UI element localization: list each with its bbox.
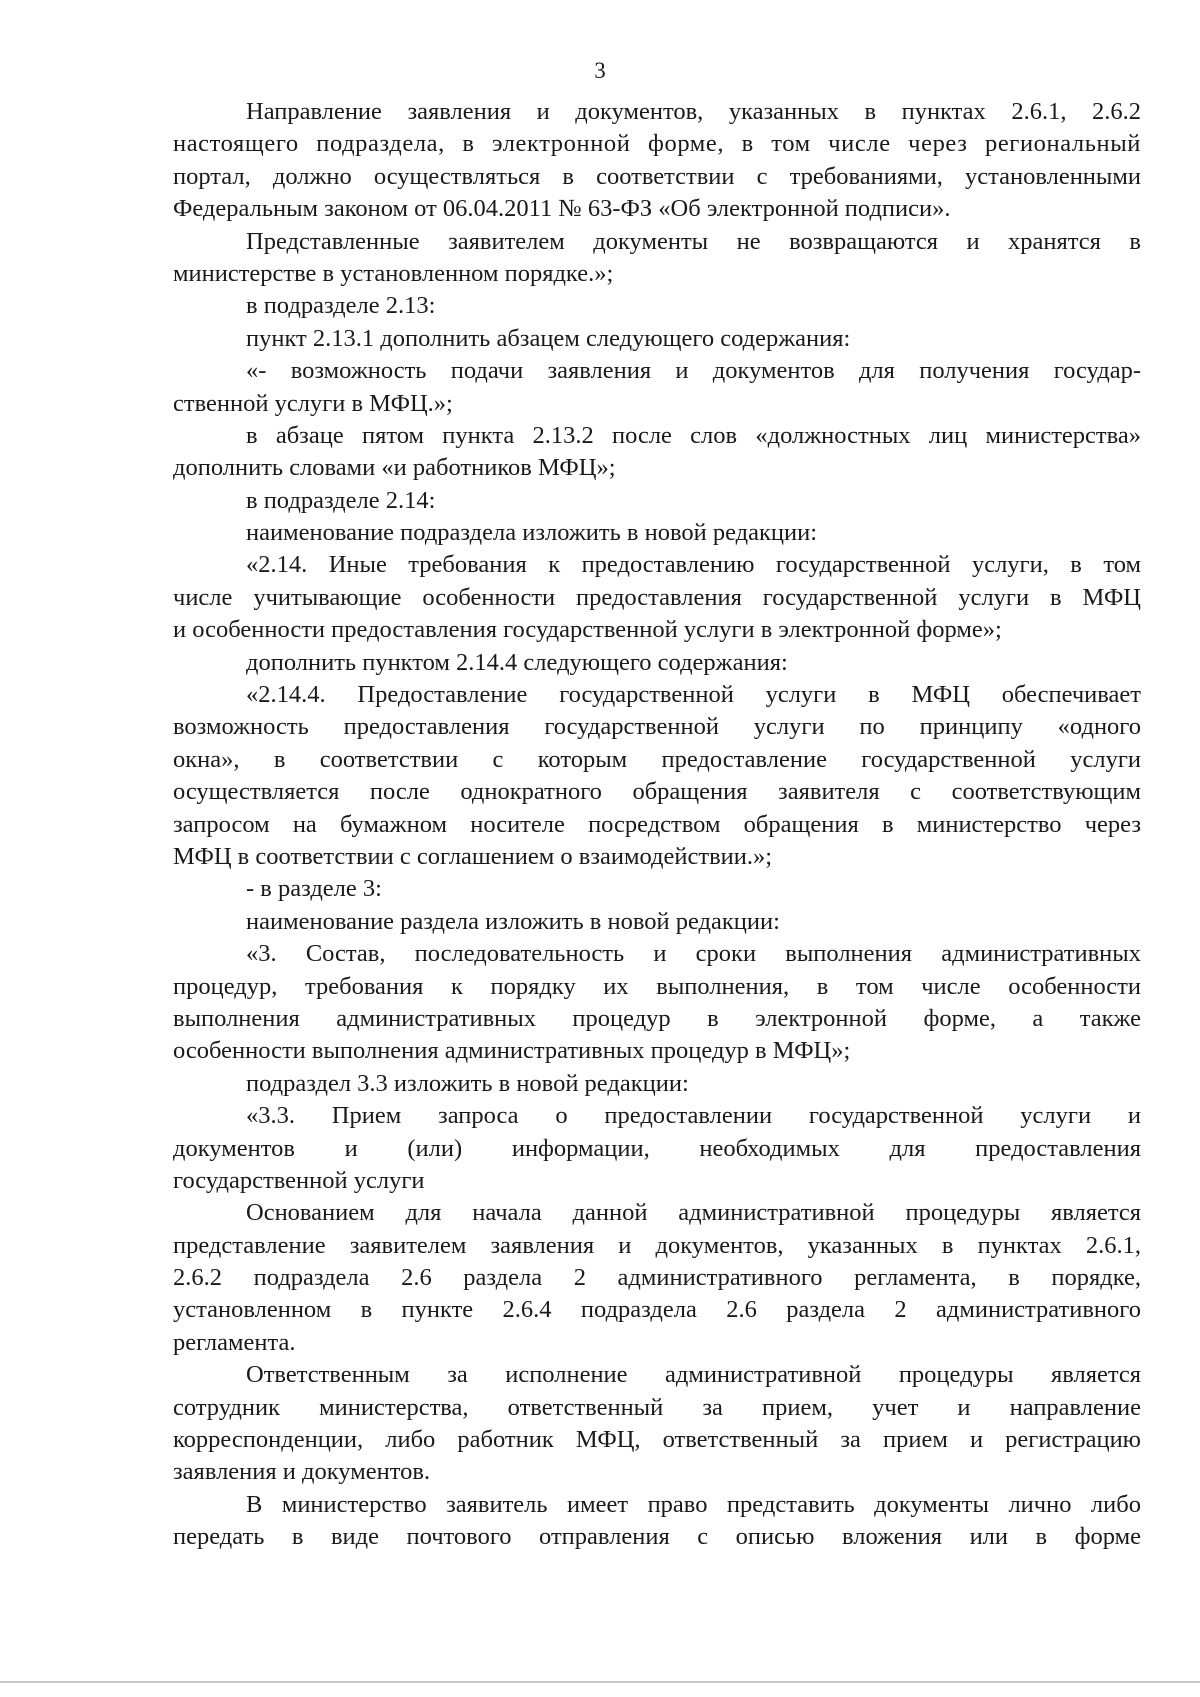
- scan-edge-line: [0, 1681, 1200, 1683]
- text-line: наименование раздела изложить в новой редакции:: [246, 907, 780, 935]
- text-line: «3. Состав, последовательность и сроки выполнения административных: [246, 940, 1141, 968]
- text-line: министерстве в установленном порядке.»;: [173, 259, 614, 287]
- text-line: Направление заявления и документов, указанных в пунктах 2.6.1, 2.6.2: [246, 98, 1141, 125]
- text-line: окна», в соответствии с которым предоставление государственной услуги: [173, 745, 1141, 773]
- text-line: «2.14. Иные требования к предоставлению государственной услуги, в том: [246, 551, 1141, 579]
- text-line: В министерство заявитель имеет право представить документы лично либо: [246, 1490, 1141, 1518]
- text-line: дополнить пунктом 2.14.4 следующего содержания:: [246, 648, 788, 676]
- text-line: пункт 2.13.1 дополнить абзацем следующего содержания:: [246, 324, 851, 352]
- text-line: Основанием для начала данной административной процедуры является: [246, 1199, 1141, 1227]
- text-line: государственной услуги: [173, 1166, 425, 1194]
- text-line: Представленные заявителем документы не возвращаются и хранятся в: [246, 227, 1141, 255]
- text-line: процедур, требования к порядку их выполнения, в том числе особенности: [173, 972, 1141, 1000]
- text-line: ственной услуги в МФЦ.»;: [173, 389, 453, 417]
- text-line: возможность предоставления государственной услуги по принципу «одного: [173, 713, 1141, 741]
- text-line: регламента.: [173, 1328, 296, 1356]
- text-line: - в разделе 3:: [246, 875, 382, 903]
- text-line: МФЦ в соответствии с соглашением о взаимодействии.»;: [173, 842, 773, 870]
- text-line: установленном в пункте 2.6.4 подраздела 2.6 раздела 2 административного: [173, 1296, 1141, 1324]
- text-line: передать в виде почтового отправления с описью вложения или в форме: [173, 1523, 1141, 1551]
- text-line: и особенности предоставления государственной услуги в электронной форме»;: [173, 616, 1002, 644]
- page-number: 3: [594, 58, 606, 83]
- text-line: Федеральным законом от 06.04.2011 № 63-ФЗ «Об электронной подписи».: [173, 195, 951, 223]
- text-line: портал, должно осуществляться в соответствии с требованиями, установленными: [173, 162, 1141, 190]
- text-line: заявления и документов.: [173, 1458, 431, 1486]
- text-line: «- возможность подачи заявления и документов для получения государ-: [246, 357, 1141, 385]
- text-line: Ответственным за исполнение административной процедуры является: [246, 1361, 1141, 1389]
- text-line: «2.14.4. Предоставление государственной услуги в МФЦ обеспечивает: [246, 681, 1141, 709]
- text-line: осуществляется после однократного обращения заявителя с соответствующим: [173, 778, 1141, 806]
- document-body: [173, 96, 1141, 1554]
- text-line: числе учитывающие особенности предоставления государственной услуги в МФЦ: [173, 583, 1141, 611]
- text-line: в подразделе 2.14:: [246, 486, 436, 514]
- text-line: подраздел 3.3 изложить в новой редакции:: [246, 1069, 689, 1097]
- text-line: в подразделе 2.13:: [246, 292, 436, 320]
- text-line: наименование подраздела изложить в новой редакции:: [246, 519, 818, 547]
- text-line: в абзаце пятом пункта 2.13.2 после слов «должностных лиц министерства»: [246, 421, 1141, 449]
- text-line: корреспонденции, либо работник МФЦ, ответственный за прием и регистрацию: [173, 1426, 1141, 1454]
- text-line: 2.6.2 подраздела 2.6 раздела 2 административного регламента, в порядке,: [173, 1264, 1141, 1292]
- text-line: запросом на бумажном носителе посредством обращения в министерство через: [173, 810, 1141, 838]
- text-line: «3.3. Прием запроса о предоставлении государственной услуги и: [246, 1102, 1141, 1130]
- text-line: выполнения административных процедур в электронной форме, а также: [173, 1004, 1141, 1032]
- text-line: особенности выполнения административных процедур в МФЦ»;: [173, 1037, 851, 1065]
- text-line: документов и (или) информации, необходимых для предоставления: [173, 1134, 1141, 1162]
- text-line: сотрудник министерства, ответственный за прием, учет и направление: [173, 1393, 1141, 1421]
- text-line: настоящего подраздела, в электронной форме, в том числе через региональный: [173, 130, 1141, 158]
- text-line: представление заявителем заявления и документов, указанных в пунктах 2.6.1,: [173, 1231, 1141, 1259]
- text-line: дополнить словами «и работников МФЦ»;: [173, 454, 616, 482]
